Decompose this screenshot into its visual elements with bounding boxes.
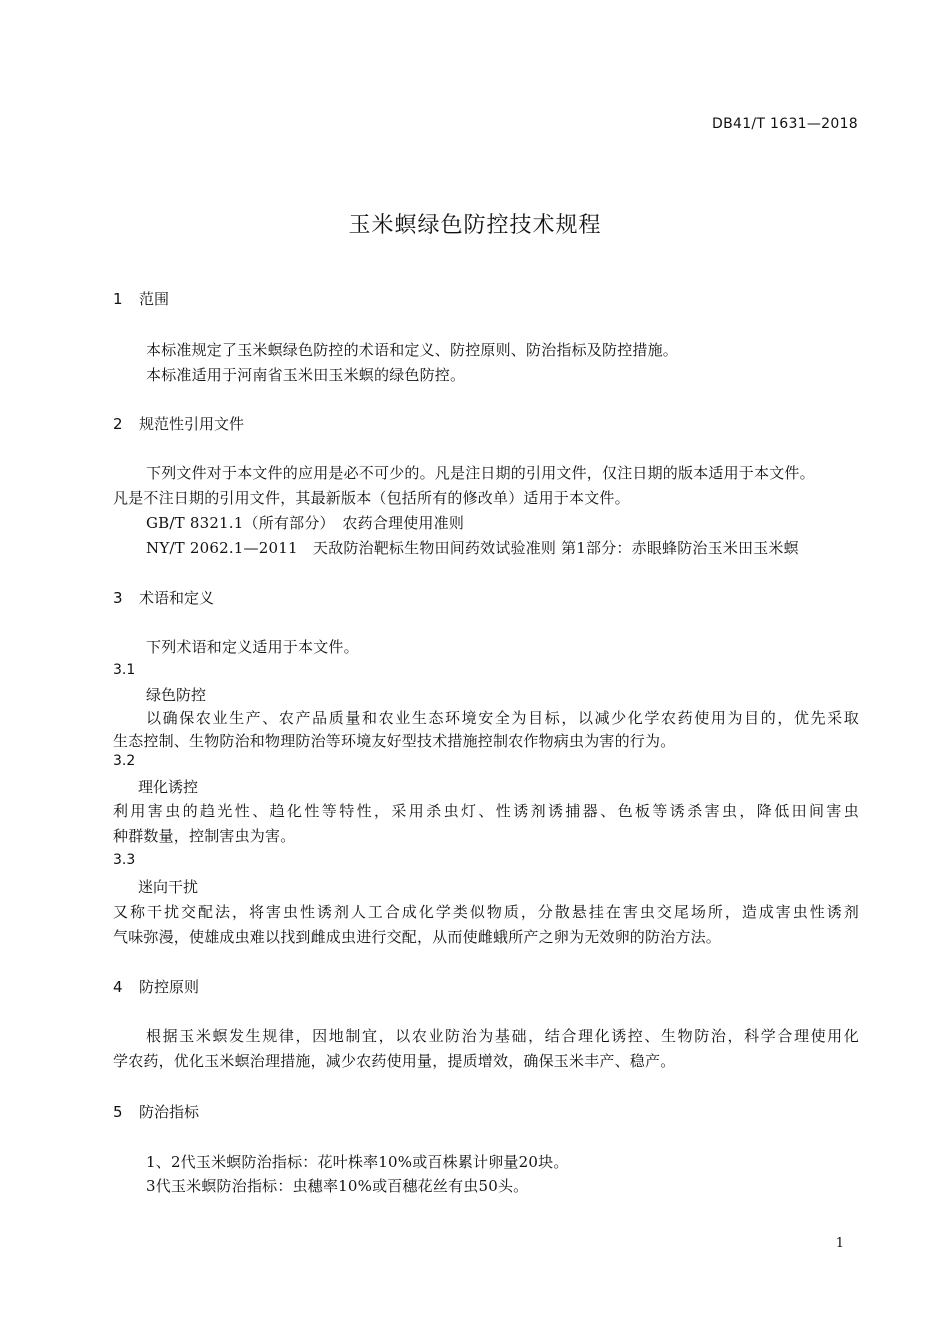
section-1-heading [113,288,169,309]
section-number: 2 [113,415,123,433]
section-4-heading [113,976,199,997]
term-3-1-number: 3.1 [113,662,136,678]
section-5-paragraph-1: 1、2代玉米螟防治指标：花叶株率10%或百株累计卵量20块。 [146,1153,569,1171]
term-3-3-definition-line-1: 又称干扰交配法，将害虫性诱剂人工合成化学类似物质，分散悬挂在害虫交尾场所，造成害虫性诱剂 [113,903,859,921]
term-3-2-definition-line-1: 利用害虫的趋光性、趋化性等特性，采用杀虫灯、性诱剂诱捕器、色板等诱杀害虫，降低田间害虫 [113,802,859,820]
term-3-3-name: 迷向干扰 [138,878,199,896]
document-code: DB41/T 1631—2018 [712,116,858,132]
section-2-paragraph-line-2: 凡是不注日期的引用文件，其最新版本（包括所有的修改单）适用于本文件。 [113,489,630,507]
section-number: 5 [113,1103,123,1121]
section-number: 4 [113,978,123,996]
section-2-heading [113,413,244,434]
section-title: 术语和定义 [139,589,215,607]
term-3-2-number: 3.2 [113,753,136,769]
term-3-2-definition-line-2: 种群数量，控制害虫为害。 [113,827,296,845]
term-3-3-number: 3.3 [113,852,136,868]
document-title: 玉米螟绿色防控技术规程 [348,213,602,238]
normative-reference-2: NY/T 2062.1—2011 天敌防治靶标生物田间药效试验准则 第1部分：赤眼蜂防治玉米田玉米螟 [146,539,799,557]
section-5-paragraph-2: 3代玉米螟防治指标：虫穗率10%或百穗花丝有虫50头。 [146,1177,529,1195]
section-1-paragraph-2: 本标准适用于河南省玉米田玉米螟的绿色防控。 [146,366,466,384]
page-number: 1 [835,1236,844,1251]
section-title: 范围 [139,290,170,308]
section-title: 防控原则 [139,978,200,996]
section-number: 1 [113,290,123,308]
term-3-1-definition-line-2: 生态控制、生物防治和物理防治等环境友好型技术措施控制农作物病虫为害的行为。 [113,732,676,750]
term-3-2-name: 理化诱控 [138,778,199,796]
section-4-paragraph-line-1: 根据玉米螟发生规律，因地制宜，以农业防治为基础，结合理化诱控、生物防治，科学合理使用化 [146,1027,859,1045]
section-3-intro: 下列术语和定义适用于本文件。 [146,638,359,656]
section-title: 防治指标 [139,1103,200,1121]
section-3-heading [113,587,214,608]
section-number: 3 [113,589,123,607]
section-1-paragraph-1: 本标准规定了玉米螟绿色防控的术语和定义、防控原则、防治指标及防控措施。 [146,341,679,359]
term-3-1-definition-line-1: 以确保农业生产、农产品质量和农业生态环境安全为目标，以减少化学农药使用为目的，优先采取 [146,709,859,727]
section-title: 规范性引用文件 [139,415,245,433]
section-4-paragraph-line-2: 学农药，优化玉米螟治理措施，减少农药使用量，提质增效，确保玉米丰产、稳产。 [113,1052,676,1070]
section-2-paragraph-line-1: 下列文件对于本文件的应用是必不可少的。凡是注日期的引用文件，仅注日期的版本适用于本文件。 [146,464,815,482]
term-3-1-name: 绿色防控 [146,686,207,704]
normative-reference-1: GB/T 8321.1（所有部分） 农药合理使用准则 [146,514,465,532]
term-3-3-definition-line-2: 气味弥漫，使雄成虫难以找到雌成虫进行交配，从而使雌蛾所产之卵为无效卵的防治方法。 [113,928,722,946]
section-5-heading [113,1101,199,1122]
